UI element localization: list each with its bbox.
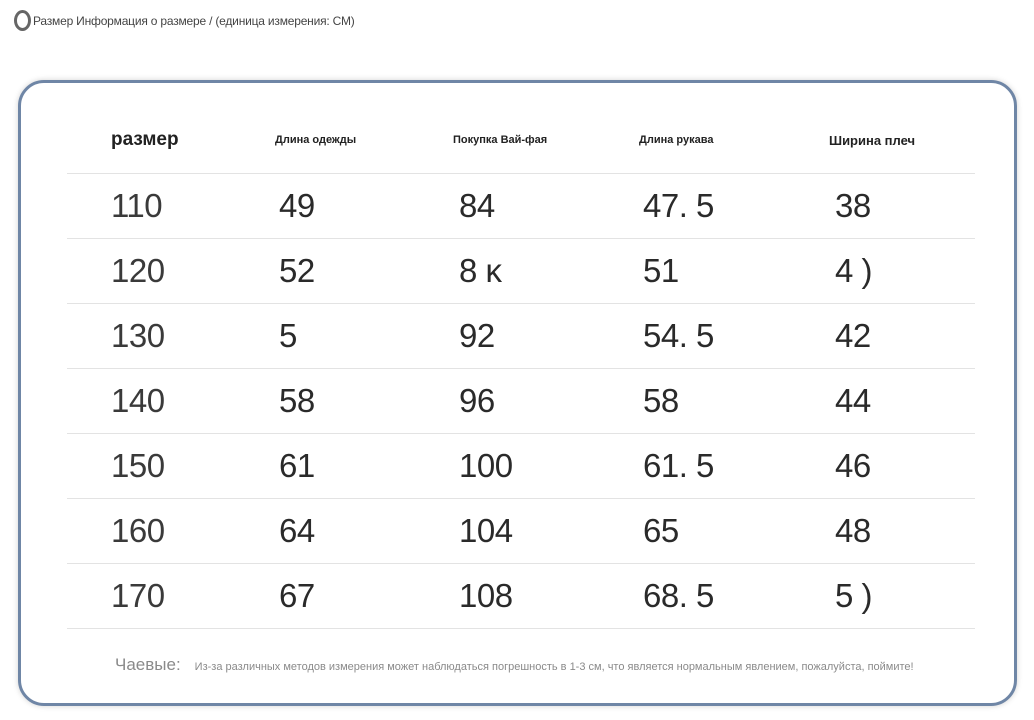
- table-cell: 48: [835, 512, 871, 549]
- table-cell: 46: [835, 447, 871, 484]
- table-cell: 58: [643, 382, 679, 419]
- table-cell: 65: [643, 512, 679, 549]
- size-table: [67, 107, 975, 629]
- table-cell: 108: [459, 577, 513, 614]
- column-header-shoulder: Ширина плеч: [829, 132, 916, 148]
- table-cell: 67: [279, 577, 315, 614]
- table-header-row: [67, 107, 975, 174]
- column-header-sleeve: Длина рукава: [639, 134, 714, 146]
- size-chart-card: [18, 80, 1017, 706]
- table-row: [67, 434, 975, 499]
- table-cell: 160: [111, 512, 165, 549]
- table-cell: 61. 5: [643, 447, 714, 484]
- table-row: [67, 239, 975, 304]
- table-cell: 4 ): [835, 252, 873, 289]
- column-header-length: Длина одежды: [275, 134, 357, 146]
- table-cell: 58: [279, 382, 315, 419]
- table-cell: 47. 5: [643, 187, 714, 224]
- table-cell: 100: [459, 447, 513, 484]
- table-cell: 104: [459, 512, 513, 549]
- table-cell: 170: [111, 577, 165, 614]
- table-row: [67, 499, 975, 564]
- table-cell: 68. 5: [643, 577, 714, 614]
- tip-note: [115, 655, 914, 675]
- table-row: [67, 174, 975, 239]
- table-cell: 54. 5: [643, 317, 714, 354]
- table-cell: 49: [279, 187, 315, 224]
- table-cell: 42: [835, 317, 871, 354]
- table-cell: 84: [459, 187, 495, 224]
- tip-text: Из-за различных методов измерения может наблюдаться погрешность в 1-3 см, что является нормальным явлением, пожалуйста, поймите!: [194, 661, 914, 673]
- table-cell: 96: [459, 382, 495, 419]
- table-cell: 5: [279, 317, 297, 354]
- table-cell: 120: [111, 252, 165, 289]
- table-cell: 150: [111, 447, 165, 484]
- table-cell: 51: [643, 252, 679, 289]
- table-cell: 130: [111, 317, 165, 354]
- table-cell: 44: [835, 382, 871, 419]
- tip-label: Чаевые:: [115, 655, 181, 674]
- column-header-size: размер: [111, 129, 179, 150]
- circle-icon: [14, 10, 31, 31]
- table-cell: 38: [835, 187, 871, 224]
- table-cell: 5 ): [835, 577, 873, 614]
- table-cell: 140: [111, 382, 165, 419]
- table-row: [67, 304, 975, 369]
- table-cell: 110: [111, 187, 163, 224]
- table-cell: 8 ĸ: [459, 252, 502, 289]
- page-header: [14, 10, 355, 31]
- table-cell: 92: [459, 317, 495, 354]
- column-header-chest: Покупка Вай-фая: [453, 134, 548, 146]
- table-cell: 52: [279, 252, 315, 289]
- page-title: Размер Информация о размере / (единица измерения: СМ): [33, 13, 355, 28]
- table-row: [67, 369, 975, 434]
- table-row: [67, 564, 975, 629]
- table-cell: 61: [279, 447, 315, 484]
- table-cell: 64: [279, 512, 315, 549]
